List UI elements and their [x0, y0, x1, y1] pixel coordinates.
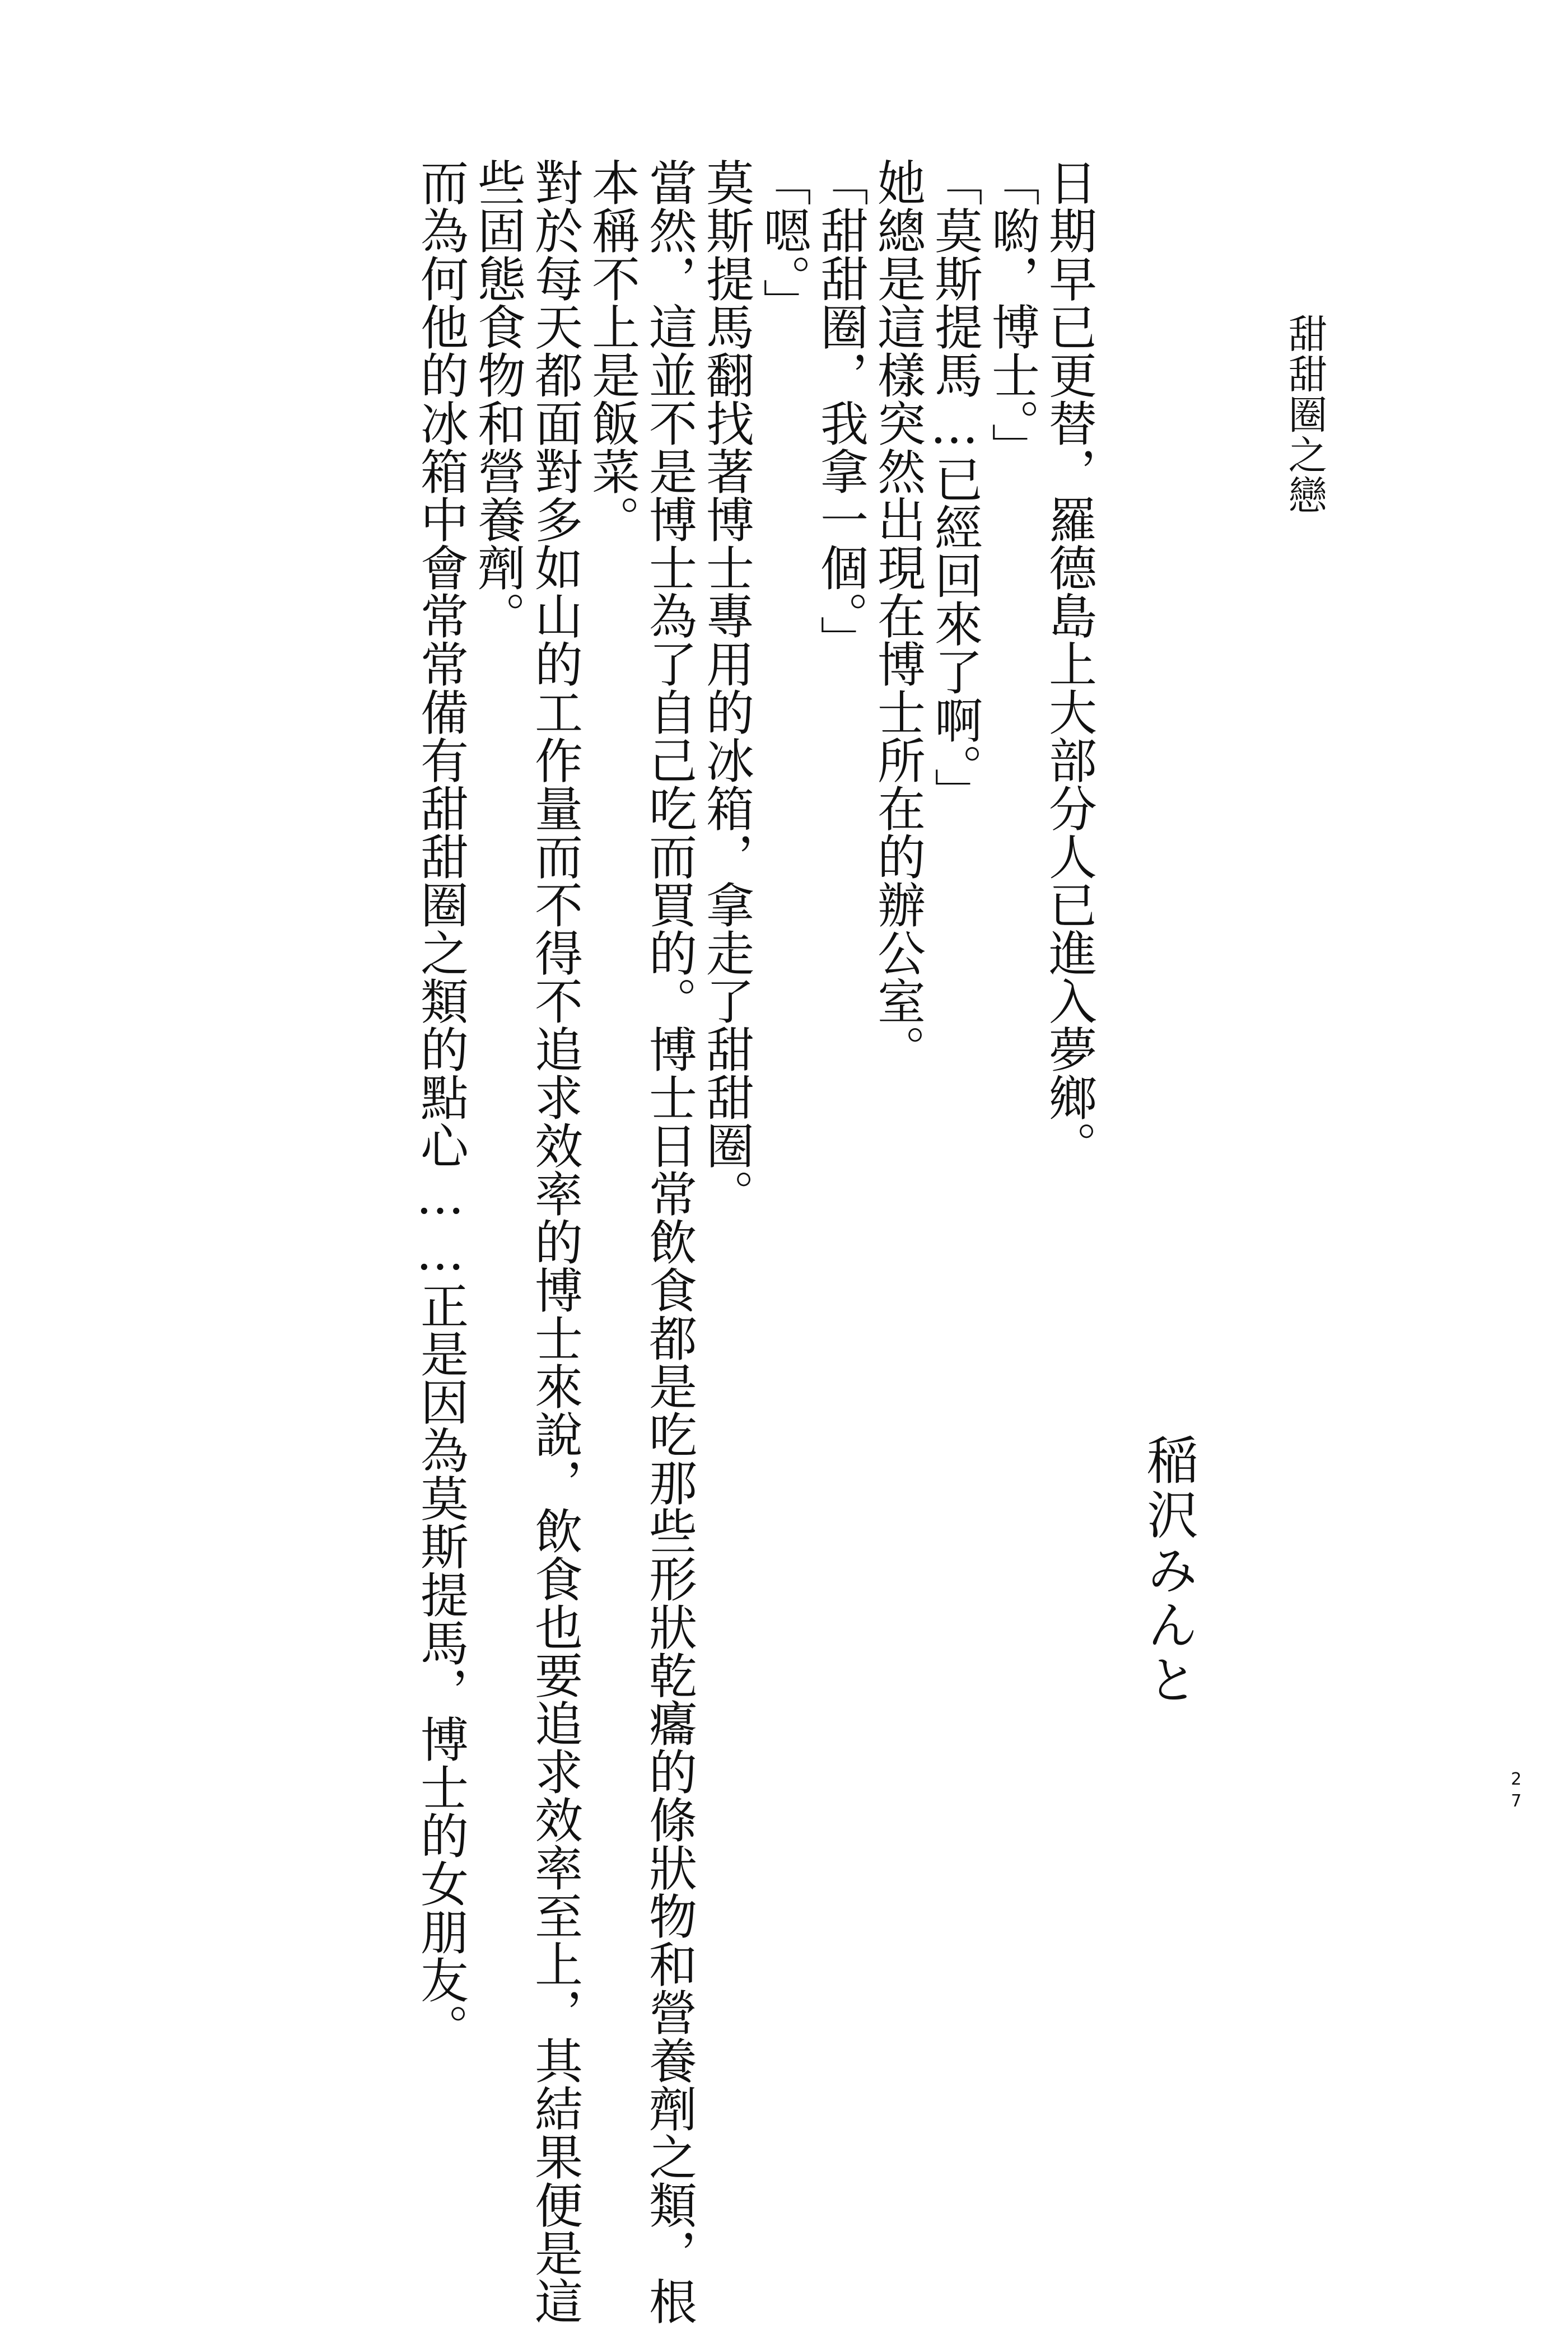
text-line: 「嗯。」	[755, 158, 811, 326]
story-body	[412, 158, 1097, 2325]
text-line: 些固態食物和營養劑。	[469, 158, 525, 639]
text-line: 莫斯提馬翻找著博士專用的冰箱，拿走了甜甜圈。	[698, 158, 754, 1217]
text-line: 「莫斯提馬…已經回來了啊。」	[926, 158, 982, 816]
text-line: 日期早已更替，羅德島上大部分人已進入夢鄉。	[1040, 158, 1096, 1169]
text-line: 對於每天都面對多如山的工作量而不得不追求效率的博士來說，飲食也要追求效率至上，其結果便是這	[526, 158, 582, 2325]
page-number: 27	[1506, 1770, 1526, 1813]
text-line: 「甜甜圈，我拿一個。」	[812, 158, 868, 664]
text-line: 而為何他的冰箱中會常常備有甜甜圈之類的點心……正是因為莫斯提馬，博士的女朋友。	[412, 158, 468, 2052]
text-line: 她總是這樣突然出現在博士所在的辦公室。	[869, 158, 925, 1073]
text-line: 「喲，博士。」	[983, 158, 1039, 471]
text-line: 本稱不上是飯菜。	[584, 158, 640, 543]
text-line: 當然，這並不是博士為了自己吃而買的。博士日常飲食都是吃那些形狀乾癟的條狀物和營養劑之類，根	[641, 158, 697, 2325]
author-name: 稲沢みんと	[1138, 1434, 1198, 1708]
story-title: 甜甜圈之戀	[1282, 314, 1328, 515]
